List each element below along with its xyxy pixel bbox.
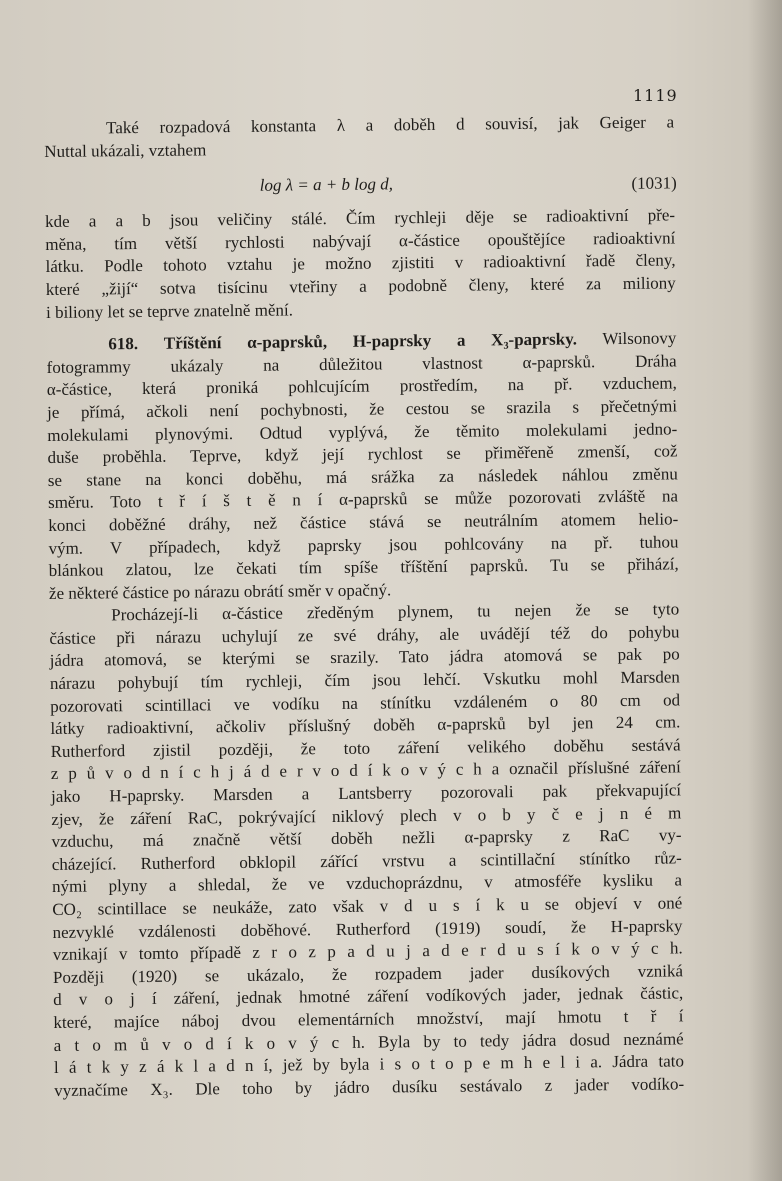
text-line: že některé částice po nárazu obrátí směr v opačný. — [48, 580, 392, 603]
text-line: Procházejí-li α-částice zředěným plynem, tu nejen že se tyto — [111, 599, 680, 625]
text-line: vyznačíme X₃. Dle toho by jádro dusíku sestávalo z jader vodíko- — [54, 1074, 685, 1100]
text-line: Později (1920) se ukázalo, že rozpadem jader dusíkových vzniká — [52, 961, 684, 987]
text-line: α-částice, která proniká pohlcujícím prostředím, na př. vzduchem, — [46, 373, 677, 400]
text-line: nárazu pohybují tím rychleji, čím jsou lehčí. Vskutku mohl Marsden — [49, 667, 680, 694]
text-line: a t o m ů v o d í k o v ý c h. Byla by to tedy jádra dosud neznámé — [53, 1028, 684, 1055]
text-line: pozorovati scintillaci ve vodíku na stínítku vzdáleném o 80 cm od — [50, 690, 681, 716]
text-line: které „žijí“ sotva tisícinu vteřiny a podobně členy, které za miliony — [45, 273, 676, 299]
text-line: blánkou zlatou, lze čekati tím spíše tříštění paprsků. Tu se přihází, — [48, 554, 679, 581]
paragraph-3 — [47, 350, 680, 605]
text-line: směru. Toto t ř í š t ě n í α-paprsků se může pozorovati zvláště na — [47, 486, 679, 513]
text-line: Nuttal ukázali, vztahem — [44, 139, 207, 161]
text-line: vým. V případech, když paprsky jsou pohlcovány na př. tuhou — [48, 531, 679, 558]
text-line: CO₂ scintillace se neukáže, zato však v d u s í k u se objeví v oné — [52, 893, 683, 919]
text-line: které, majíce náboj dvou elementárních množství, mají hmotu t ř í — [53, 1006, 684, 1032]
text-line: molekulami plynovými. Odtud vyplývá, že těmito molekulami jedno- — [47, 418, 678, 445]
page-number: 1119 — [633, 86, 678, 105]
text-line: nými plyny a shledal, že ve vzduchoprázdnu, v atmosféře kysliku a — [51, 870, 683, 897]
text-line: jádra atomová, se kterými se srazily. Tato jádra atomová se pak po — [49, 644, 680, 671]
text-line: Rutherford zjistil později, že toto záření velikého doběhu sestává — [50, 735, 681, 761]
text-line: cházející. Rutherford obklopil zářící vrstvu a scintillační stínítko růz- — [51, 848, 682, 874]
text-line: měna, tím větší rychlosti nabývají α-částice opouštějíce radioaktivní — [45, 228, 676, 254]
text-line: Také rozpadová konstanta λ a doběh d souvisí, jak Geiger a — [106, 112, 675, 138]
equation-expression: log λ = a + b log d, — [259, 174, 394, 195]
text-line: fotogrammy ukázaly na důležitou vlastnost α-paprsků. Dráha — [46, 351, 677, 377]
text-line: zjev, že záření RaC, pokrývající niklový plech v o b y č e j n é m — [51, 802, 682, 829]
text-line: nezvyklé vzdálenosti doběhové. Rutherford (1919) soudí, že H-paprsky — [52, 915, 683, 942]
text-line: i biliony let se teprve znatelně mění. — [45, 299, 294, 322]
text-line: je přímá, ačkoli není pochybnosti, že cestou se srazila s přečetnými — [46, 396, 678, 422]
section-title: Tříštění α-paprsků, H-paprsky a X₃-paprsky. — [163, 329, 578, 353]
page-text — [44, 111, 684, 1102]
text-line: částice při nárazu uchylují ze své dráhy, ale uvádějí též do pohybu — [49, 622, 680, 648]
paragraph-1 — [44, 111, 674, 163]
text-line: d v o j í záření, jednak hmotné záření vodíkových jader, jednak částic, — [53, 983, 684, 1010]
text-line: z p ů v o d n í c h j á d e r v o d í k o v ý c h a označil příslušné záření — [50, 757, 681, 784]
text-line: látky radioaktivní, ačkoliv příslušný doběh α-paprsků byl jen 24 cm. — [50, 712, 681, 739]
section-number: 618. — [108, 334, 139, 354]
paragraph-2 — [45, 205, 676, 325]
text-line: kde a a b jsou veličiny stálé. Čím rychleji děje se radioaktivní pře- — [44, 205, 676, 232]
text-line: vznikají v tomto případě z r o z p a d u j a d e r d u s í k o v ý c h. — [52, 938, 683, 965]
text-line: látku. Podle tohoto vztahu je možno zjistiti v radioaktivní řadě členy, — [45, 250, 676, 277]
text-line: duše proběhla. Teprve, když její rychlost se přiměřeně zmenší, což — [47, 441, 678, 468]
equation — [45, 163, 675, 210]
text-line: vzduchu, má značně větší doběh nežli α-paprsky z RaC vy- — [51, 825, 682, 852]
section-first-words: Wilsonovy — [602, 328, 677, 349]
text-line: l á t k y z á k l a d n í, jež by byla i s o t o p e m h e l i a. Jádra tato — [53, 1051, 685, 1078]
text-line: jako H-paprsky. Marsden a Lantsberry pozorovali pak překvapující — [51, 780, 682, 806]
text-line: konci doběžné dráhy, než částice stává se neutrálním atomem helio- — [48, 509, 679, 535]
equation-number: (1031) — [631, 173, 677, 194]
text-line: se stane na konci doběhu, má srážka za následek náhlou změnu — [47, 464, 678, 490]
paragraph-4 — [49, 599, 684, 1103]
